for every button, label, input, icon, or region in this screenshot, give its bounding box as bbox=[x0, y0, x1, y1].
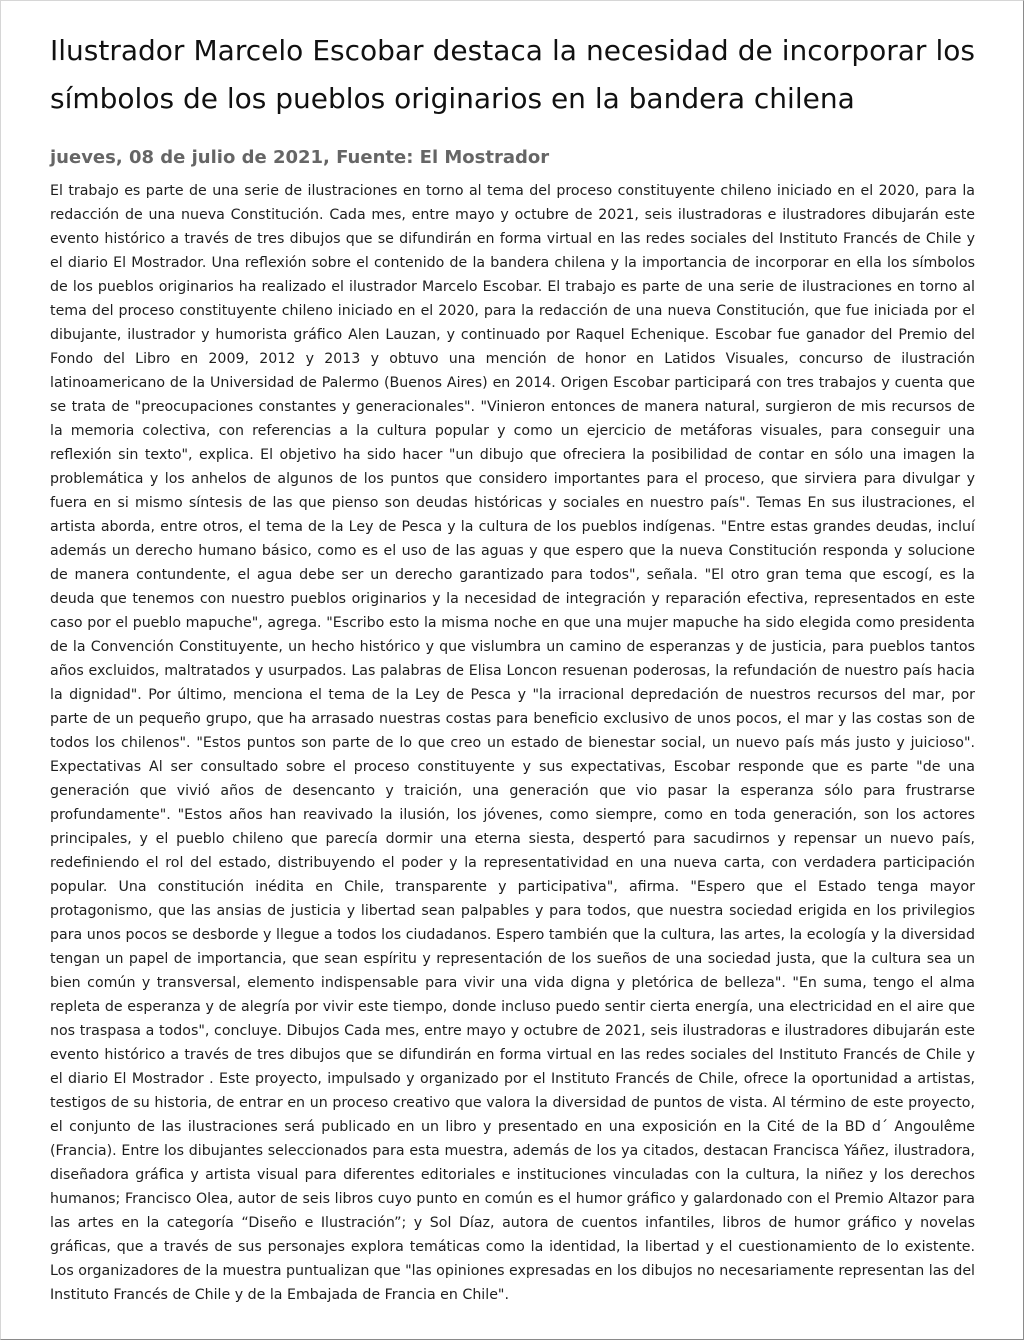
article bbox=[50, 27, 975, 1307]
article-dateline: jueves, 08 de julio de 2021, Fuente: El Mostrador bbox=[50, 147, 550, 168]
article-body: El trabajo es parte de una serie de ilustraciones en torno al tema del proceso constituyente chileno iniciado en el 2020, para la redacción de una nueva Constitución. Cada mes, entre mayo y octubre de 2021, seis ilustradoras e ilustradores dibujarán este evento histórico a través de tres dibujos que se difundirán en forma virtual en las redes sociales del Instituto Francés de Chile y el diario El Mostrador. Una reflexión sobre el contenido de la bandera chilena y la importancia de incorporar en ella los símbolos de los pueblos originarios ha realizado el ilustrador Marcelo Escobar. El trabajo es parte de una serie de ilustraciones en torno al tema del proceso constituyente chileno iniciado en el 2020, para la redacción de una nueva Constitución, que fue iniciada por el dibujante, ilustrador y humorista gráfico Alen Lauzan, y continuado por Raquel Echenique. Escobar fue ganador del Premio del Fondo del Libro en 2009, 2012 y 2013 y obtuvo una mención de honor en Latidos Visuales, concurso de ilustración latinoamericano de la Universidad de Palermo (Buenos Aires) en 2014. Origen Escobar participará con tres trabajos y cuenta que se trata de "preocupaciones constantes y generacionales". "Vinieron entonces de manera natural, surgieron de mis recursos de la memoria colectiva, con referencias a la cultura popular y como un ejercicio de metáforas visuales, para conseguir una reflexión sin texto", explica. El objetivo ha sido hacer "un dibujo que ofreciera la posibilidad de contar en sólo una imagen la problemática y los anhelos de algunos de los puntos que considero importantes para el proceso, que sirviera para divulgar y fuera en si mismo síntesis de las que pienso son deudas históricas y sociales en nuestro país". Temas En sus ilustraciones, el artista aborda, entre otros, el tema de la Ley de Pesca y la cultura de los pueblos indígenas. "Entre estas grandes deudas, incluí además un derecho humano básico, como es el uso de las aguas y que espero que la nueva Constitución responda y solucione de manera contundente, el agua debe ser un derecho garantizado para todos", señala. "El otro gran tema que escogí, es la deuda que tenemos con nuestro pueblos originarios y la necesidad de integración y reparación efectiva, representados en este caso por el pueblo mapuche", agrega. "Escribo esto la misma noche en que una mujer mapuche ha sido elegida como presidenta de la Convención Constituyente, un hecho histórico y que vislumbra un camino de esperanzas y de justicia, para pueblos tantos años excluidos, maltratados y usurpados. Las palabras de Elisa Loncon resuenan poderosas, la refundación de nuestro país hacia la dignidad". Por último, menciona el tema de la Ley de Pesca y "la irracional depredación de nuestros recursos del mar, por parte de un pequeño grupo, que ha arrasado nuestras costas para beneficio exclusivo de unos pocos, el mar y las costas son de todos los chilenos". "Estos puntos son parte de lo que creo un estado de bienestar social, un nuevo país más justo y juicioso". Expectativas Al ser consultado sobre el proceso constituyente y sus expectativas, Escobar responde que es parte "de una generación que vivió años de desencanto y traición, una generación que vio pasar la esperanza sólo para frustrarse profundamente". "Estos años han reavivado la ilusión, los jóvenes, como siempre, como en toda generación, son los actores principales, y el pueblo chileno que parecía dormir una eterna siesta, despertó para sacudirnos y repensar un nuevo país, redefiniendo el rol del estado, distribuyendo el poder y la representatividad en una nueva carta, con verdadera participación popular. Una constitución inédita en Chile, transparente y participativa", afirma. "Espero que el Estado tenga mayor protagonismo, que las ansias de justicia y libertad sean palpables y para todos, que nuestra sociedad erigida en los privilegios para unos pocos se desborde y llegue a todos los ciudadanos. Espero también que la cultura, las artes, la ecología y la diversidad tengan un papel de importancia, que sean espíritu y representación de los sueños de una sociedad justa, que la cultura sea un bien común y transversal, elemento indispensable para vivir una vida digna y pletórica de belleza". "En suma, tengo el alma repleta de esperanza y de alegría por vivir este tiempo, donde incluso puedo sentir cierta energía, una electricidad en el aire que nos traspasa a todos", concluye. Dibujos Cada mes, entre mayo y octubre de 2021, seis ilustradoras e ilustradores dibujarán este evento histórico a través de tres dibujos que se difundirán en forma virtual en las redes sociales del Instituto Francés de Chile y el diario El Mostrador . Este proyecto, impulsado y organizado por el Instituto Francés de Chile, ofrece la oportunidad a artistas, testigos de su historia, de entrar en un proceso creativo que valora la diversidad de puntos de vista. Al término de este proyecto, el conjunto de las ilustraciones será publicado en un libro y presentado en una exposición en la Cité de la BD d´ Angoulême (Francia). Entre los dibujantes seleccionados para esta muestra, además de los ya citados, destacan Francisca Yáñez, ilustradora, diseñadora gráfica y artista visual para diferentes editoriales e instituciones vinculadas con la cultura, la niñez y los derechos humanos; Francisco Olea, autor de seis libros cuyo punto en común es el humor gráfico y galardonado con el Premio Altazor para las artes en la categoría “Diseño e Ilustración”; y Sol Díaz, autora de cuentos infantiles, libros de humor gráfico y novelas gráficas, que a través de sus personajes explora temáticas como la identidad, la libertad y el cuestionamiento de lo existente. Los organizadores de la muestra puntualizan que "las opiniones expresadas en los dibujos no necesariamente representan las del Instituto Francés de Chile y de la Embajada de Francia en Chile". bbox=[50, 183, 975, 1303]
article-title: Ilustrador Marcelo Escobar destaca la necesidad de incorporar los símbolos de los pueblos originarios en la bandera chilena bbox=[50, 34, 975, 115]
